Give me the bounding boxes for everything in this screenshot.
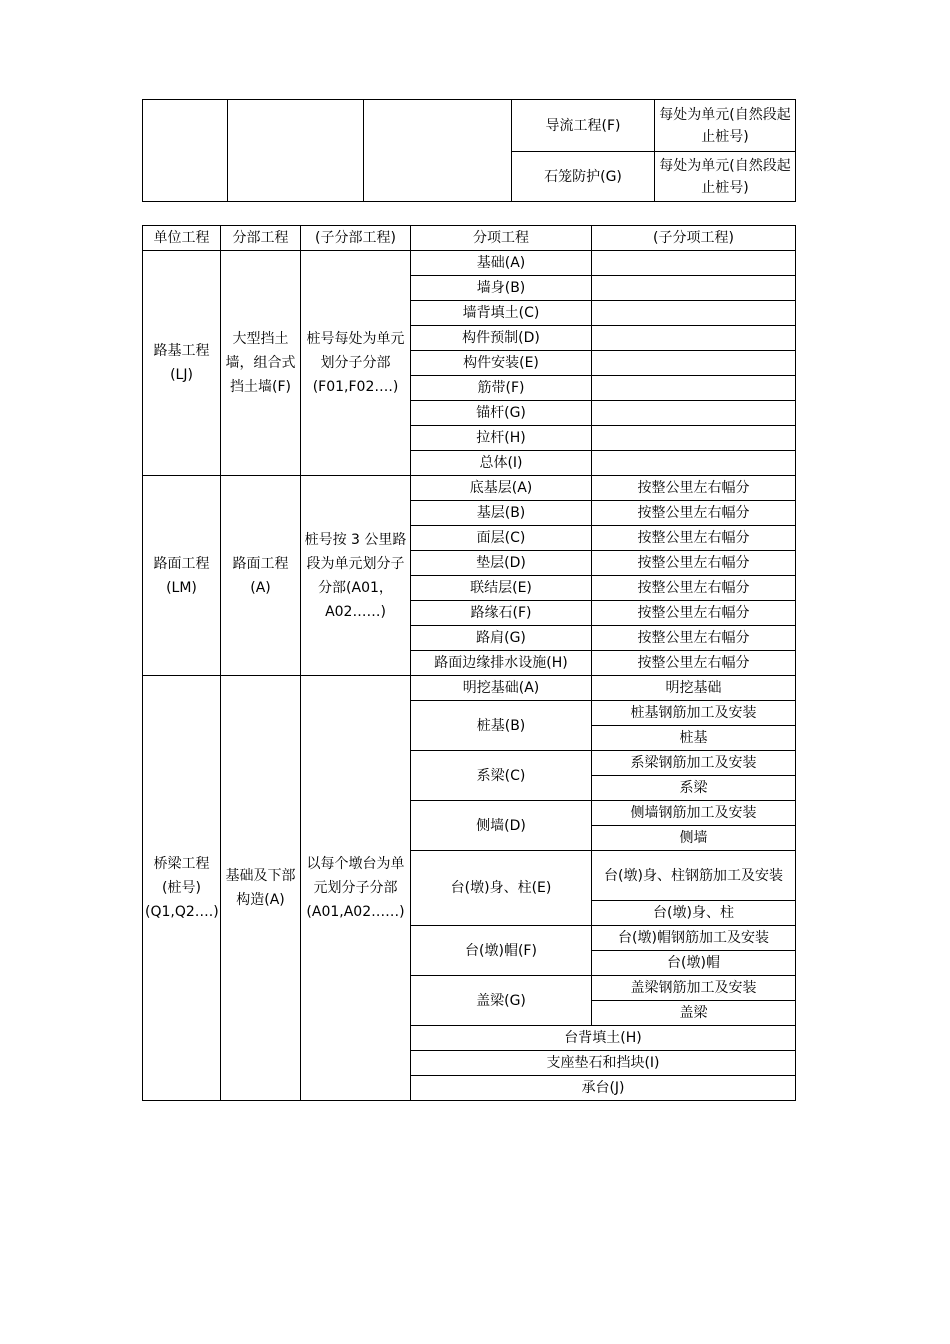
unit-cell: 路面工程(LM): [143, 476, 221, 676]
sub-item-cell: 按整公里左右幅分: [592, 601, 796, 626]
item-cell: 台(墩)帽(F): [411, 926, 592, 976]
item-cell-wide: 承台(J): [411, 1076, 796, 1101]
item-cell: 构件预制(D): [411, 326, 592, 351]
item-cell: 盖梁(G): [411, 976, 592, 1026]
table-row: [143, 100, 796, 152]
item-cell: 导流工程(F): [512, 100, 655, 152]
sub-item-cell: 按整公里左右幅分: [592, 501, 796, 526]
dept-cell: 基础及下部构造(A): [221, 676, 301, 1101]
item-cell: 面层(C): [411, 526, 592, 551]
header-unit: 单位工程: [143, 226, 221, 251]
sub-item-cell: 桩基: [592, 726, 796, 751]
sub-item-cell: [592, 426, 796, 451]
item-cell: 石笼防护(G): [512, 152, 655, 202]
classification-table: [142, 225, 796, 1101]
item-cell: 墙身(B): [411, 276, 592, 301]
sub-item-cell: 每处为单元(自然段起止桩号): [655, 100, 796, 152]
sub-item-cell: [592, 451, 796, 476]
sub-item-cell: 按整公里左右幅分: [592, 526, 796, 551]
table-row: [143, 676, 796, 701]
sub-item-cell: 每处为单元(自然段起止桩号): [655, 152, 796, 202]
sub-item-cell: 桩基钢筋加工及安装: [592, 701, 796, 726]
sub-item-cell: 台(墩)帽: [592, 951, 796, 976]
item-cell: 路面边缘排水设施(H): [411, 651, 592, 676]
subdept-cell: 桩号按 3 公里路段为单元划分子分部(A01，A02……): [301, 476, 411, 676]
item-cell: 联结层(E): [411, 576, 592, 601]
empty-cell: [143, 100, 228, 202]
item-cell: 桩基(B): [411, 701, 592, 751]
item-cell: 基层(B): [411, 501, 592, 526]
item-cell: 筋带(F): [411, 376, 592, 401]
table-row: [143, 251, 796, 276]
continuation-table: [142, 99, 796, 202]
sub-item-cell: 盖梁钢筋加工及安装: [592, 976, 796, 1001]
sub-item-cell: [592, 251, 796, 276]
sub-item-cell: 侧墙: [592, 826, 796, 851]
header-subdept: (子分部工程): [301, 226, 411, 251]
unit-cell: 路基工程(LJ): [143, 251, 221, 476]
sub-item-cell: 台(墩)身、柱: [592, 901, 796, 926]
item-cell: 拉杆(H): [411, 426, 592, 451]
empty-cell: [228, 100, 364, 202]
item-cell: 明挖基础(A): [411, 676, 592, 701]
item-cell: 构件安装(E): [411, 351, 592, 376]
item-cell: 系梁(C): [411, 751, 592, 801]
sub-item-cell: 按整公里左右幅分: [592, 651, 796, 676]
item-cell: 墙背填土(C): [411, 301, 592, 326]
sub-item-cell: 系梁钢筋加工及安装: [592, 751, 796, 776]
header-item: 分项工程: [411, 226, 592, 251]
subdept-cell: 桩号每处为单元划分子分部(F01,F02….): [301, 251, 411, 476]
sub-item-cell: 系梁: [592, 776, 796, 801]
sub-item-cell: 台(墩)帽钢筋加工及安装: [592, 926, 796, 951]
sub-item-cell: 按整公里左右幅分: [592, 476, 796, 501]
item-cell: 基础(A): [411, 251, 592, 276]
dept-cell: 路面工程(A): [221, 476, 301, 676]
subdept-cell: 以每个墩台为单元划分子分部(A01,A02……): [301, 676, 411, 1101]
sub-item-cell: [592, 401, 796, 426]
sub-item-cell: [592, 351, 796, 376]
header-subitem: (子分项工程): [592, 226, 796, 251]
item-cell-wide: 支座垫石和挡块(I): [411, 1051, 796, 1076]
sub-item-cell: 明挖基础: [592, 676, 796, 701]
item-cell: 总体(I): [411, 451, 592, 476]
item-cell: 底基层(A): [411, 476, 592, 501]
item-cell: 路肩(G): [411, 626, 592, 651]
sub-item-cell: 按整公里左右幅分: [592, 551, 796, 576]
sub-item-cell: 盖梁: [592, 1001, 796, 1026]
dept-cell: 大型挡土墙，组合式挡土墙(F): [221, 251, 301, 476]
header-row: [143, 226, 796, 251]
sub-item-cell: 按整公里左右幅分: [592, 576, 796, 601]
item-cell: 垫层(D): [411, 551, 592, 576]
sub-item-cell: 按整公里左右幅分: [592, 626, 796, 651]
item-cell: 锚杆(G): [411, 401, 592, 426]
item-cell: 侧墙(D): [411, 801, 592, 851]
sub-item-cell: 侧墙钢筋加工及安装: [592, 801, 796, 826]
sub-item-cell: [592, 301, 796, 326]
empty-cell: [364, 100, 512, 202]
item-cell: 路缘石(F): [411, 601, 592, 626]
item-cell: 台(墩)身、柱(E): [411, 851, 592, 926]
item-cell-wide: 台背填土(H): [411, 1026, 796, 1051]
table-row: [143, 476, 796, 501]
sub-item-cell: [592, 276, 796, 301]
header-dept: 分部工程: [221, 226, 301, 251]
unit-cell: 桥梁工程(桩号)(Q1,Q2….): [143, 676, 221, 1101]
sub-item-cell: 台(墩)身、柱钢筋加工及安装: [592, 851, 796, 901]
sub-item-cell: [592, 376, 796, 401]
sub-item-cell: [592, 326, 796, 351]
